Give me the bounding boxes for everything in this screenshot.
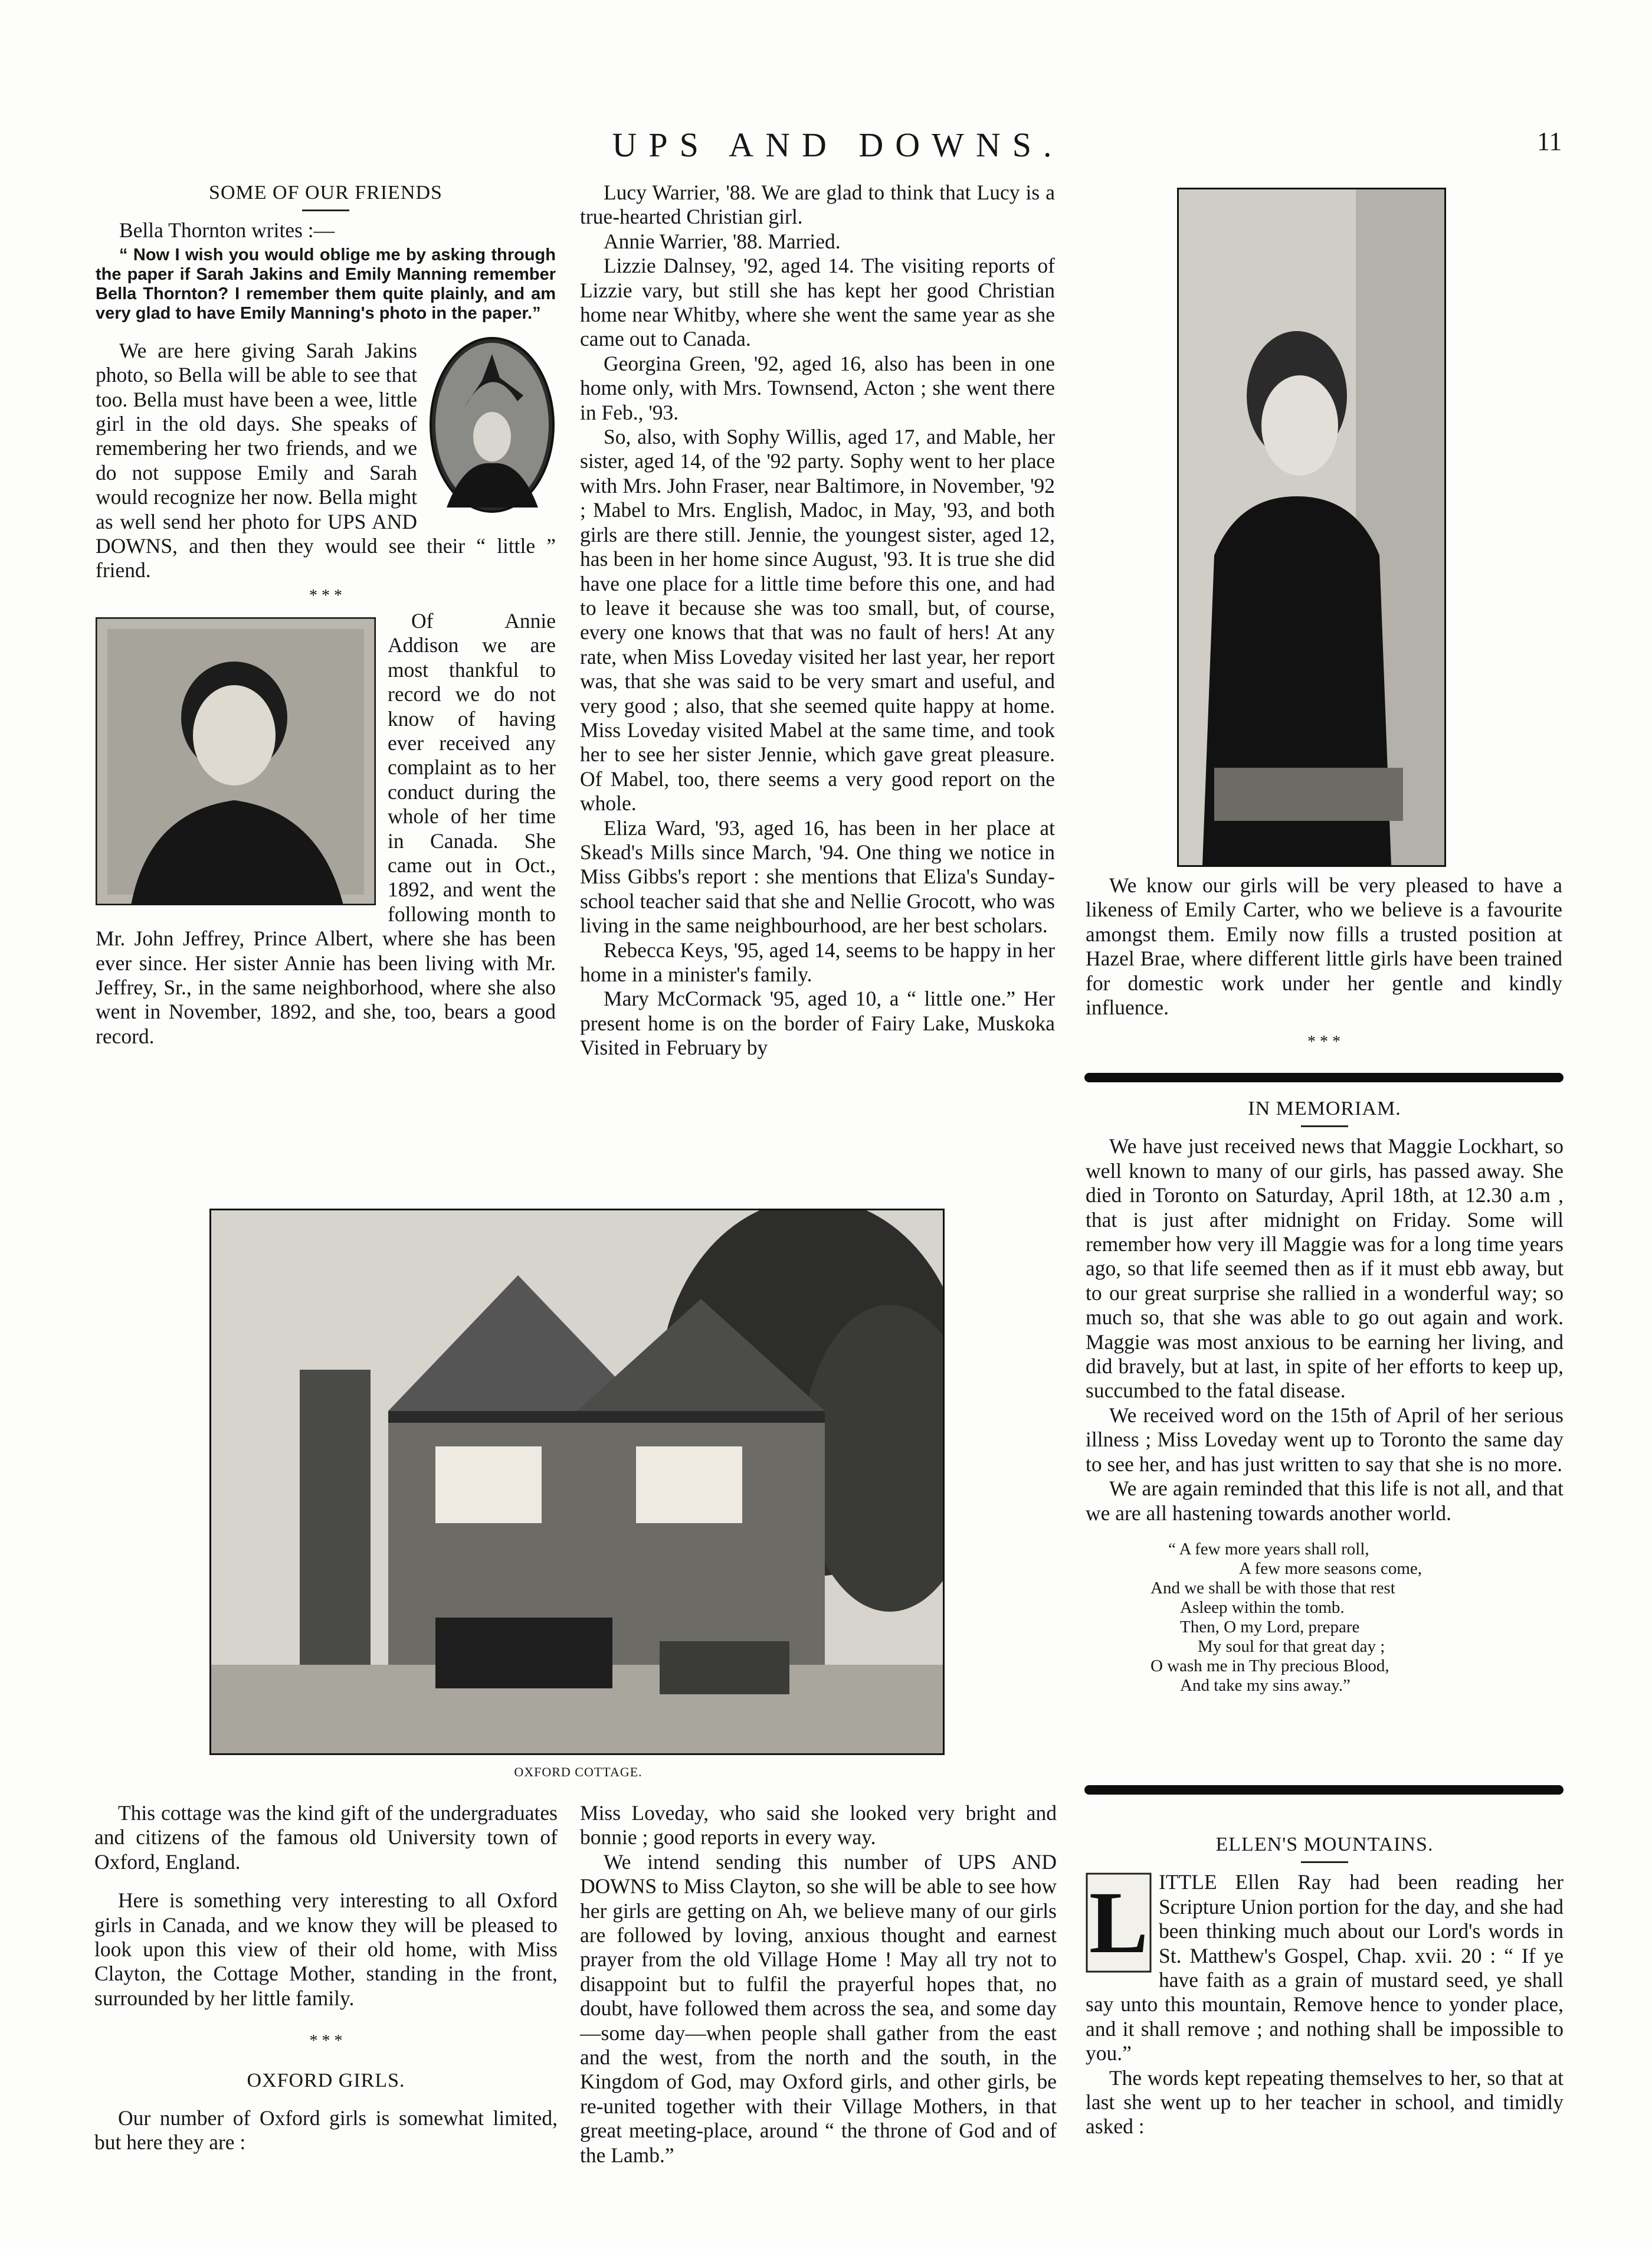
sarah-jakins-photo <box>429 336 556 513</box>
section-heading-friends: SOME OF OUR FRIENDS <box>209 182 442 204</box>
heading-rule <box>1301 1861 1348 1863</box>
ellen-lead-word: ITTLE <box>1159 1870 1217 1894</box>
photo-sarah-frame <box>429 336 556 513</box>
page-number: 11 <box>1537 127 1562 156</box>
col2-para: So, also, with Sophy Willis, aged 17, and Mable, her sister, aged 14, of the '92 party. Sophy went to her place with Mrs. John Fraser, near Baltimore, in November, '92 ; Mabel to Mrs. English, Madoc, in May, '93, and both girls are there still. Jennie, the youngest sister, aged 12, has been in her home since August, '93. It is true she did have one place for a little time before this one, and had to leave it because she was too small, but, of course, every one knows that that was no fault of hers! At any rate, when Miss Loveday visited her last year, her report was, that she was said to be very smart and useful, and very good ; also, that she seemed quite happy at home. Miss Loveday visited Mabel at the same time, and took her to see her sister Jennie, which gave great pleasure. Of Mabel, too, there seems a very good report on the whole. <box>580 425 1055 816</box>
poem-line: O wash me in Thy precious Blood, <box>1150 1656 1389 1675</box>
section-heading-ellen: ELLEN'S MOUNTAINS. <box>1215 1834 1434 1855</box>
emily-caption <box>1086 873 1562 1055</box>
column-1-bottom <box>94 1801 558 2155</box>
cottage-para: Here is something very interesting to all Oxford girls in Canada, and we know they will be pleased to look upon this view of their old home, with Miss Clayton, the Cottage Mother, standing in the front, surrounded by her little family. <box>94 1888 558 2010</box>
memoriam-para: We are again reminded that this life is not all, and that we are all hastening towards another world. <box>1086 1477 1564 1525</box>
photo-annie-frame <box>96 617 376 905</box>
col2-para: Lucy Warrier, '88. We are glad to think that Lucy is a true-hearted Christian girl. <box>580 181 1055 229</box>
paragraph-sarah: We are here giving Sarah Jakins photo, so Bella will be able to see that too. Bella must have been a wee, little girl in the old days. She speaks of remembering her two friends, and we do not suppose Emily and Sarah would recognize her now. Bella might as well send her photo for UPS AND DOWNS, and then they would see their “ little ” friend. <box>96 338 556 582</box>
section-stars: * * * <box>1307 1033 1340 1052</box>
ellen-para-body: Ellen Ray had been reading her Scripture Union portion for the day, and she had been thinking much about our Lord's words in St. Matthew's Gospel, Chap. xvii. 20 : “ If ye have faith as a grain of mustard seed, ye shall say unto this mountain, Remove hence to yonder place, and it shall remove ; and nothing shall be impossible to you.” <box>1086 1870 1564 2065</box>
ellen-section <box>1086 1832 1564 2139</box>
col2-para: Georgina Green, '92, aged 16, also has been in one home only, with Mrs. Townsend, Acton ; she went there in Feb., '93. <box>580 351 1055 424</box>
ornamental-dropcap <box>1086 1872 1152 1973</box>
heading-rule <box>302 209 349 211</box>
poem-line: “ A few more years shall roll, <box>1168 1539 1369 1559</box>
cottage-para: This cottage was the kind gift of the undergraduates and citizens of the famous old University town of Oxford, England. <box>94 1801 558 1874</box>
memoriam-section <box>1086 1096 1564 1695</box>
col2b-para: We intend sending this number of UPS AND DOWNS to Miss Clayton, so she will be able to see how her girls are getting on Ah, we believe many of our girls are followed by loving, anxious thought and earnest prayer from the old Village Home ! May all try not to disappoint but to fulfil the prayerful hopes that, no doubt, have followed them across the sea, and some day—some day—when people shall gather from the east and the west, from the north and the south, in the Kingdom of God, may Oxford girls, and other girls, be re-united together with their Village Mothers, in that great meeting-place, around “ the throne of God and of the Lamb.” <box>580 1849 1057 2167</box>
poem-line: A few more seasons come, <box>1239 1559 1422 1578</box>
poem-line: And take my sins away.” <box>1180 1675 1351 1695</box>
poem-line: Asleep within the tomb. <box>1180 1597 1345 1617</box>
dropcap-letter <box>1086 1872 1152 1973</box>
col2-para: Lizzie Dalnsey, '92, aged 14. The visiting reports of Lizzie vary, but still she has kept her good Christian home near Whitby, where she went the same year as she came out to Canada. <box>580 254 1055 351</box>
dropcap-char: L <box>1089 1874 1149 1972</box>
heading-rule <box>1301 1125 1348 1127</box>
letter-quote: “ Now I wish you would oblige me by asking through the paper if Sarah Jakins and Emily Manning remember Bella Thornton? I remember them quite plainly, and am very glad to have Emily Manning's photo in the paper.” <box>96 245 556 323</box>
col2-para: Mary McCormack '95, aged 10, a “ little one.” Her present home is on the border of Fairy Lake, Muskoka Visited in February by <box>580 987 1055 1060</box>
column-2-top <box>580 181 1055 1060</box>
column-divider-rule <box>1084 1073 1564 1082</box>
section-stars: * * * <box>309 2032 343 2051</box>
ellen-para: The words kept repeating themselves to her, so that at last she went up to her teacher in school, and timidly asked : <box>1086 2065 1564 2139</box>
poem-line: And we shall be with those that rest <box>1150 1578 1395 1597</box>
emily-carter-photo <box>1177 188 1446 867</box>
hymn-poem <box>1150 1540 1564 1695</box>
col2-para: Annie Warrier, '88. Married. <box>604 229 841 253</box>
column-2-bottom <box>580 1801 1057 2168</box>
section-divider-rule <box>1084 1785 1564 1795</box>
column-1-top <box>96 181 556 1049</box>
photo-caption: OXFORD COTTAGE. <box>514 1765 643 1779</box>
ellen-para <box>1086 1870 1564 2065</box>
paragraph-annie: Of Annie Addison we are most thankful to record we do not know of having ever received any complaint as to her conduct during the whole of her time in Canada. She came out in Oct., 1892, and went the following month to Mr. John Jeffrey, Prince Albert, where she has been ever since. Her sister Annie has been living with Mr. Jeffrey, Sr., in the same neighborhood, where she also went in November, 1892, and she, too, bears a good record. <box>96 608 556 1048</box>
memoriam-para: We have just received news that Maggie Lockhart, so well known to many of our girls, has passed away. She died in Toronto on Saturday, April 18th, at 12.30 a.m , that is just after midnight on Friday. Some will remember how very ill Maggie was for a long time years ago, so that life seemed then as if it must ebb away, but to our great surprise she rallied in a wonderful way; so much so, that she was able to go out again and work. Maggie was most anxious to be earning her living, and did bravely, but at last, in spite of her efforts to keep up, succumbed to the fatal disease. <box>1086 1134 1564 1403</box>
col2b-para: Miss Loveday, who said she looked very bright and bonnie ; good reports in every way. <box>580 1801 1057 1849</box>
section-heading-oxford-girls: OXFORD GIRLS. <box>247 2070 405 2092</box>
emily-text: We know our girls will be very pleased to have a likeness of Emily Carter, who we believe is a favourite amongst them. Emily now fills a trusted position at Hazel Brae, where different little girls have been trained for domestic work under her gentle and kindly influence. <box>1086 873 1562 1020</box>
poem-line: My soul for that great day ; <box>1198 1636 1385 1656</box>
running-header: UPS AND DOWNS. <box>612 126 1064 164</box>
oxford-cottage-photo <box>209 1209 945 1755</box>
col2-para: Eliza Ward, '93, aged 16, has been in her place at Skead's Mills since March, '94. One thing we notice in Miss Gibbs's report : she mentions that Eliza's Sunday-school teacher said that she and Nellie Grocott, who was living in the same neighbourhood, are her best scholars. <box>580 816 1055 938</box>
annie-addison-photo <box>96 617 376 905</box>
section-heading-memoriam: IN MEMORIAM. <box>1248 1098 1401 1119</box>
section-stars: * * * <box>309 586 342 605</box>
col2-para: Rebecca Keys, '95, aged 14, seems to be happy in her home in a minister's family. <box>580 938 1055 986</box>
cottage-para: Our number of Oxford girls is somewhat limited, but here they are : <box>94 2106 558 2155</box>
poem-line: Then, O my Lord, prepare <box>1180 1617 1360 1636</box>
byline: Bella Thornton writes :— <box>119 218 335 243</box>
memoriam-para: We received word on the 15th of April of her serious illness ; Miss Loveday went up to Toronto the same day to see her, and has just written to say that she is no more. <box>1086 1403 1564 1476</box>
